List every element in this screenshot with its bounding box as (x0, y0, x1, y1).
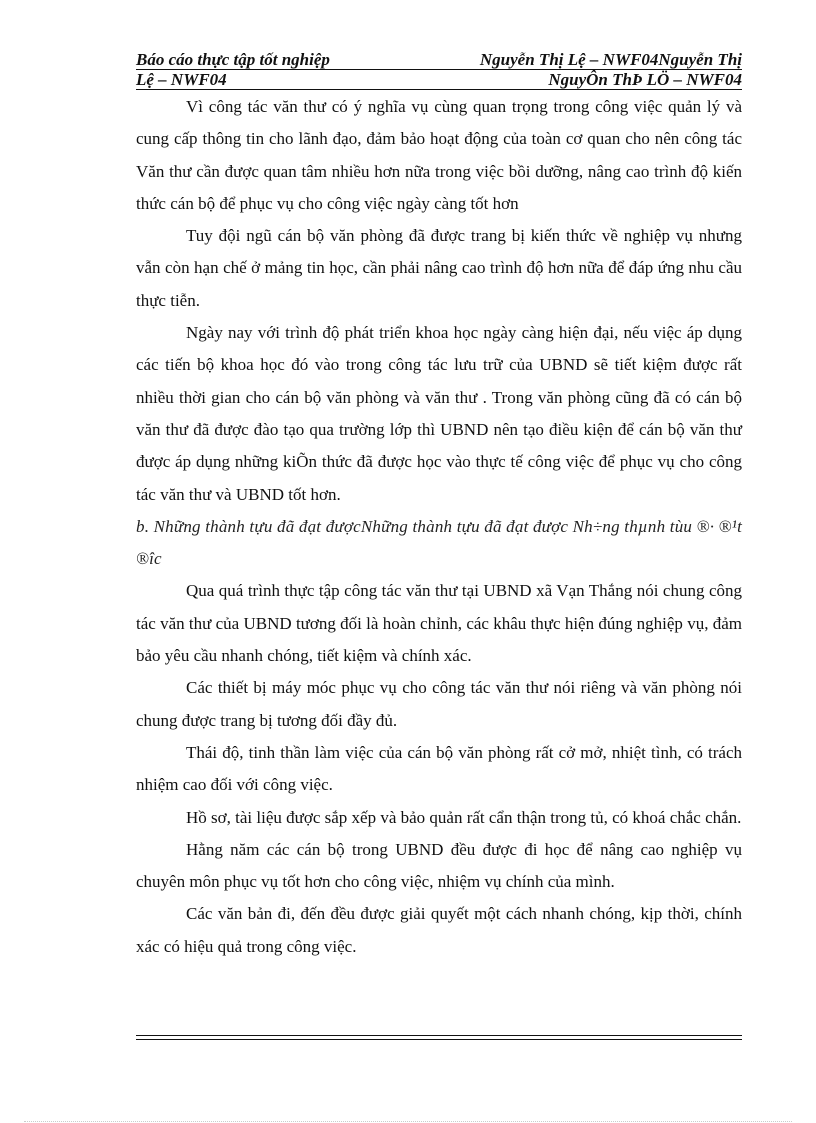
header-line-1 (136, 50, 742, 70)
author-name-garbled: NguyÔn ThÞ LÖ – NWF04 (548, 70, 742, 89)
paragraph: Thái độ, tinh thần làm việc của cán bộ văn phòng rất cở mở, nhiệt tình, có trách nhiệm cao đối với công việc. (136, 742, 742, 795)
author-name-continued: Lệ – NWF04 (136, 70, 227, 89)
paragraph: Ngày nay với trình độ phát triển khoa học ngày càng hiện đại, nếu việc áp dụng các tiến bộ khoa học đó vào trong công tác lưu trữ của UBND sẽ tiết kiệm được rất nhiều thời gian cho cán bộ văn phòng và văn thư . Trong văn phòng cũng đã có cán bộ văn thư đã được đào tạo qua trường lớp thì UBND nên tạo điều kiện để cán bộ văn thư được áp dụng những kiÕn thức đã được học vào thực tế công việc để phục vụ cho công tác văn thư và UBND tốt hơn. (136, 323, 742, 504)
header-rule-2 (136, 89, 742, 90)
author-name: Nguyễn Thị Lệ – NWF04Nguyễn Thị (479, 50, 742, 69)
page-header (136, 50, 742, 90)
paragraph: Tuy đội ngũ cán bộ văn phòng đã được trang bị kiến thức về nghiệp vụ nhưng vẫn còn hạn chế ở mảng tin học, cần phải nâng cao trình độ hơn nữa để đáp ứng nhu cầu thực tiễn. (136, 226, 742, 310)
paragraph: Các thiết bị máy móc phục vụ cho công tác văn thư nói riêng và văn phòng nói chung được trang bị tương đối đầy đủ. (136, 678, 742, 730)
footer-rule-bottom (136, 1039, 742, 1040)
page-edge-dots (24, 1121, 792, 1122)
paragraph: Các văn bản đi, đến đều được giải quyết một cách nhanh chóng, kịp thời, chính xác có hiệu quả trong công việc. (136, 904, 742, 956)
section-heading: b. Những thành tựu đã đạt đượcNhững thành tựu đã đạt được Nh÷ng thµnh tùu ®· ®¹t ®îc (136, 516, 742, 569)
report-title: Báo cáo thực tập tốt nghiệp (136, 50, 330, 69)
paragraph: Hồ sơ, tài liệu được sắp xếp và bảo quản rất cẩn thận trong tủ, có khoá chắc chắn. (186, 807, 742, 827)
paragraph: Vì công tác văn thư có ý nghĩa vụ cùng quan trọng trong công việc quản lý và cung cấp thông tin cho lãnh đạo, đảm bảo hoạt động của toàn cơ quan cho nên công tác Văn thư cần được quan tâm nhiều hơn nữa trong việc bồi dưỡng, nâng cao trình độ kiến thức cán bộ để phục vụ cho công việc ngày càng tốt hơn (136, 97, 742, 213)
paragraph: Hằng năm các cán bộ trong UBND đều được đi học để nâng cao nghiệp vụ chuyên môn phục vụ tốt hơn cho công việc, nhiệm vụ chính của mình. (136, 839, 742, 892)
paragraph: Qua quá trình thực tập công tác văn thư tại UBND xã Vạn Thắng nói chung công tác văn thư của UBND tương đối là hoàn chỉnh, các khâu thực hiện đúng nghiệp vụ, đảm bảo yêu cầu nhanh chóng, tiết kiệm và chính xác. (136, 581, 742, 666)
footer-rule-top (136, 1035, 742, 1036)
header-line-2 (136, 70, 742, 90)
body-text (136, 91, 742, 963)
